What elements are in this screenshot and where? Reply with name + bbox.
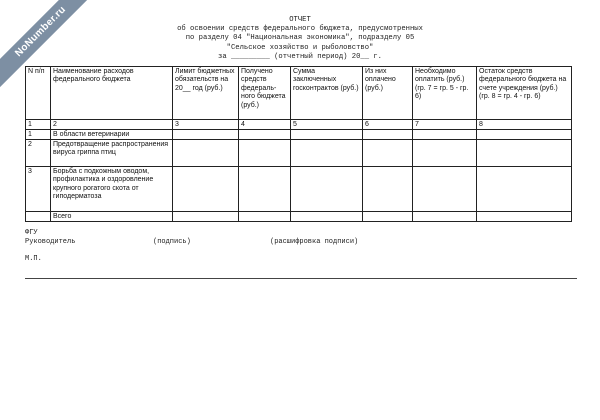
total-label: Всего xyxy=(51,212,173,222)
row-number: 1 xyxy=(26,130,51,140)
paid-cell[interactable] xyxy=(363,140,413,167)
total-row xyxy=(26,212,572,222)
to-pay-cell[interactable] xyxy=(413,130,477,140)
org-label: ФГУ xyxy=(25,229,38,237)
row-number: 2 xyxy=(26,140,51,167)
stamp-label: М.П. xyxy=(25,255,42,263)
column-number: 5 xyxy=(291,120,363,130)
signature-label: (подпись) xyxy=(153,238,191,246)
bottom-divider xyxy=(25,278,577,279)
total-received-cell[interactable] xyxy=(239,212,291,222)
paid-cell[interactable] xyxy=(363,130,413,140)
to-pay-cell[interactable] xyxy=(413,167,477,212)
total-limit-cell[interactable] xyxy=(173,212,239,222)
column-number: 6 xyxy=(363,120,413,130)
table-row xyxy=(26,140,572,167)
column-number: 8 xyxy=(477,120,572,130)
received-cell[interactable] xyxy=(239,130,291,140)
total-balance-cell[interactable] xyxy=(477,212,572,222)
received-cell[interactable] xyxy=(239,167,291,212)
column-header-limit: Лимит бюджетных обязательств на 20__ год (руб.) xyxy=(173,67,239,120)
report-subtitle-line-1: об освоении средств федерального бюджета, предусмотренных xyxy=(177,25,423,34)
column-header-name: Наименование расходов федерального бюджета xyxy=(51,67,173,120)
contracts-cell[interactable] xyxy=(291,130,363,140)
paid-cell[interactable] xyxy=(363,167,413,212)
contracts-cell[interactable] xyxy=(291,167,363,212)
column-header-contracts: Сумма заключенных госконтрактов (руб.) xyxy=(291,67,363,120)
column-header-num: N п/п xyxy=(26,67,51,120)
report-period-line: за _________ (отчетный период) 20__ г. xyxy=(218,52,382,61)
report-subtitle-line-2: по разделу 04 "Национальная экономика", подразделу 05 xyxy=(185,34,415,43)
signature-decode-label: (расшифровка подписи) xyxy=(270,238,359,246)
balance-cell[interactable] xyxy=(477,167,572,212)
head-label: Руководитель xyxy=(25,238,76,246)
column-number: 7 xyxy=(413,120,477,130)
report-subtitle-line-3: "Сельское хозяйство и рыболовство" xyxy=(226,43,374,52)
column-header-balance: Остаток средств федерального бюджета на счете учреждения (руб.) (гр. 8 = гр. 4 - гр. 6) xyxy=(477,67,572,120)
limit-cell[interactable] xyxy=(173,140,239,167)
balance-cell[interactable] xyxy=(477,140,572,167)
column-numbers-row xyxy=(26,120,572,130)
row-name: Борьба с подкожным оводом, профилактика и оздоровление крупного рогатого скота от гиподерматоза xyxy=(51,167,173,212)
report-table xyxy=(25,66,572,222)
limit-cell[interactable] xyxy=(173,167,239,212)
report-header xyxy=(0,16,600,62)
total-to-pay-cell[interactable] xyxy=(413,212,477,222)
watermark-ribbon: NoNumber.ru xyxy=(0,0,101,92)
total-empty-cell xyxy=(26,212,51,222)
table-row xyxy=(26,167,572,212)
column-header-to-pay: Необходимо оплатить (руб.) (гр. 7 = гр. 5 - гр. 6) xyxy=(413,67,477,120)
balance-cell[interactable] xyxy=(477,130,572,140)
table-header-row xyxy=(26,67,572,120)
contracts-cell[interactable] xyxy=(291,140,363,167)
column-number: 1 xyxy=(26,120,51,130)
column-header-received: Получено средств федераль- ного бюджета (руб.) xyxy=(239,67,291,120)
total-contracts-cell[interactable] xyxy=(291,212,363,222)
column-header-paid: Из них оплачено (руб.) xyxy=(363,67,413,120)
row-name: В области ветеринарии xyxy=(51,130,173,140)
total-paid-cell[interactable] xyxy=(363,212,413,222)
to-pay-cell[interactable] xyxy=(413,140,477,167)
column-number: 4 xyxy=(239,120,291,130)
report-title: ОТЧЕТ xyxy=(289,16,311,24)
limit-cell[interactable] xyxy=(173,130,239,140)
column-number: 3 xyxy=(173,120,239,130)
row-number: 3 xyxy=(26,167,51,212)
received-cell[interactable] xyxy=(239,140,291,167)
column-number: 2 xyxy=(51,120,173,130)
table-row xyxy=(26,130,572,140)
row-name: Предотвращение распространения вируса гриппа птиц xyxy=(51,140,173,167)
